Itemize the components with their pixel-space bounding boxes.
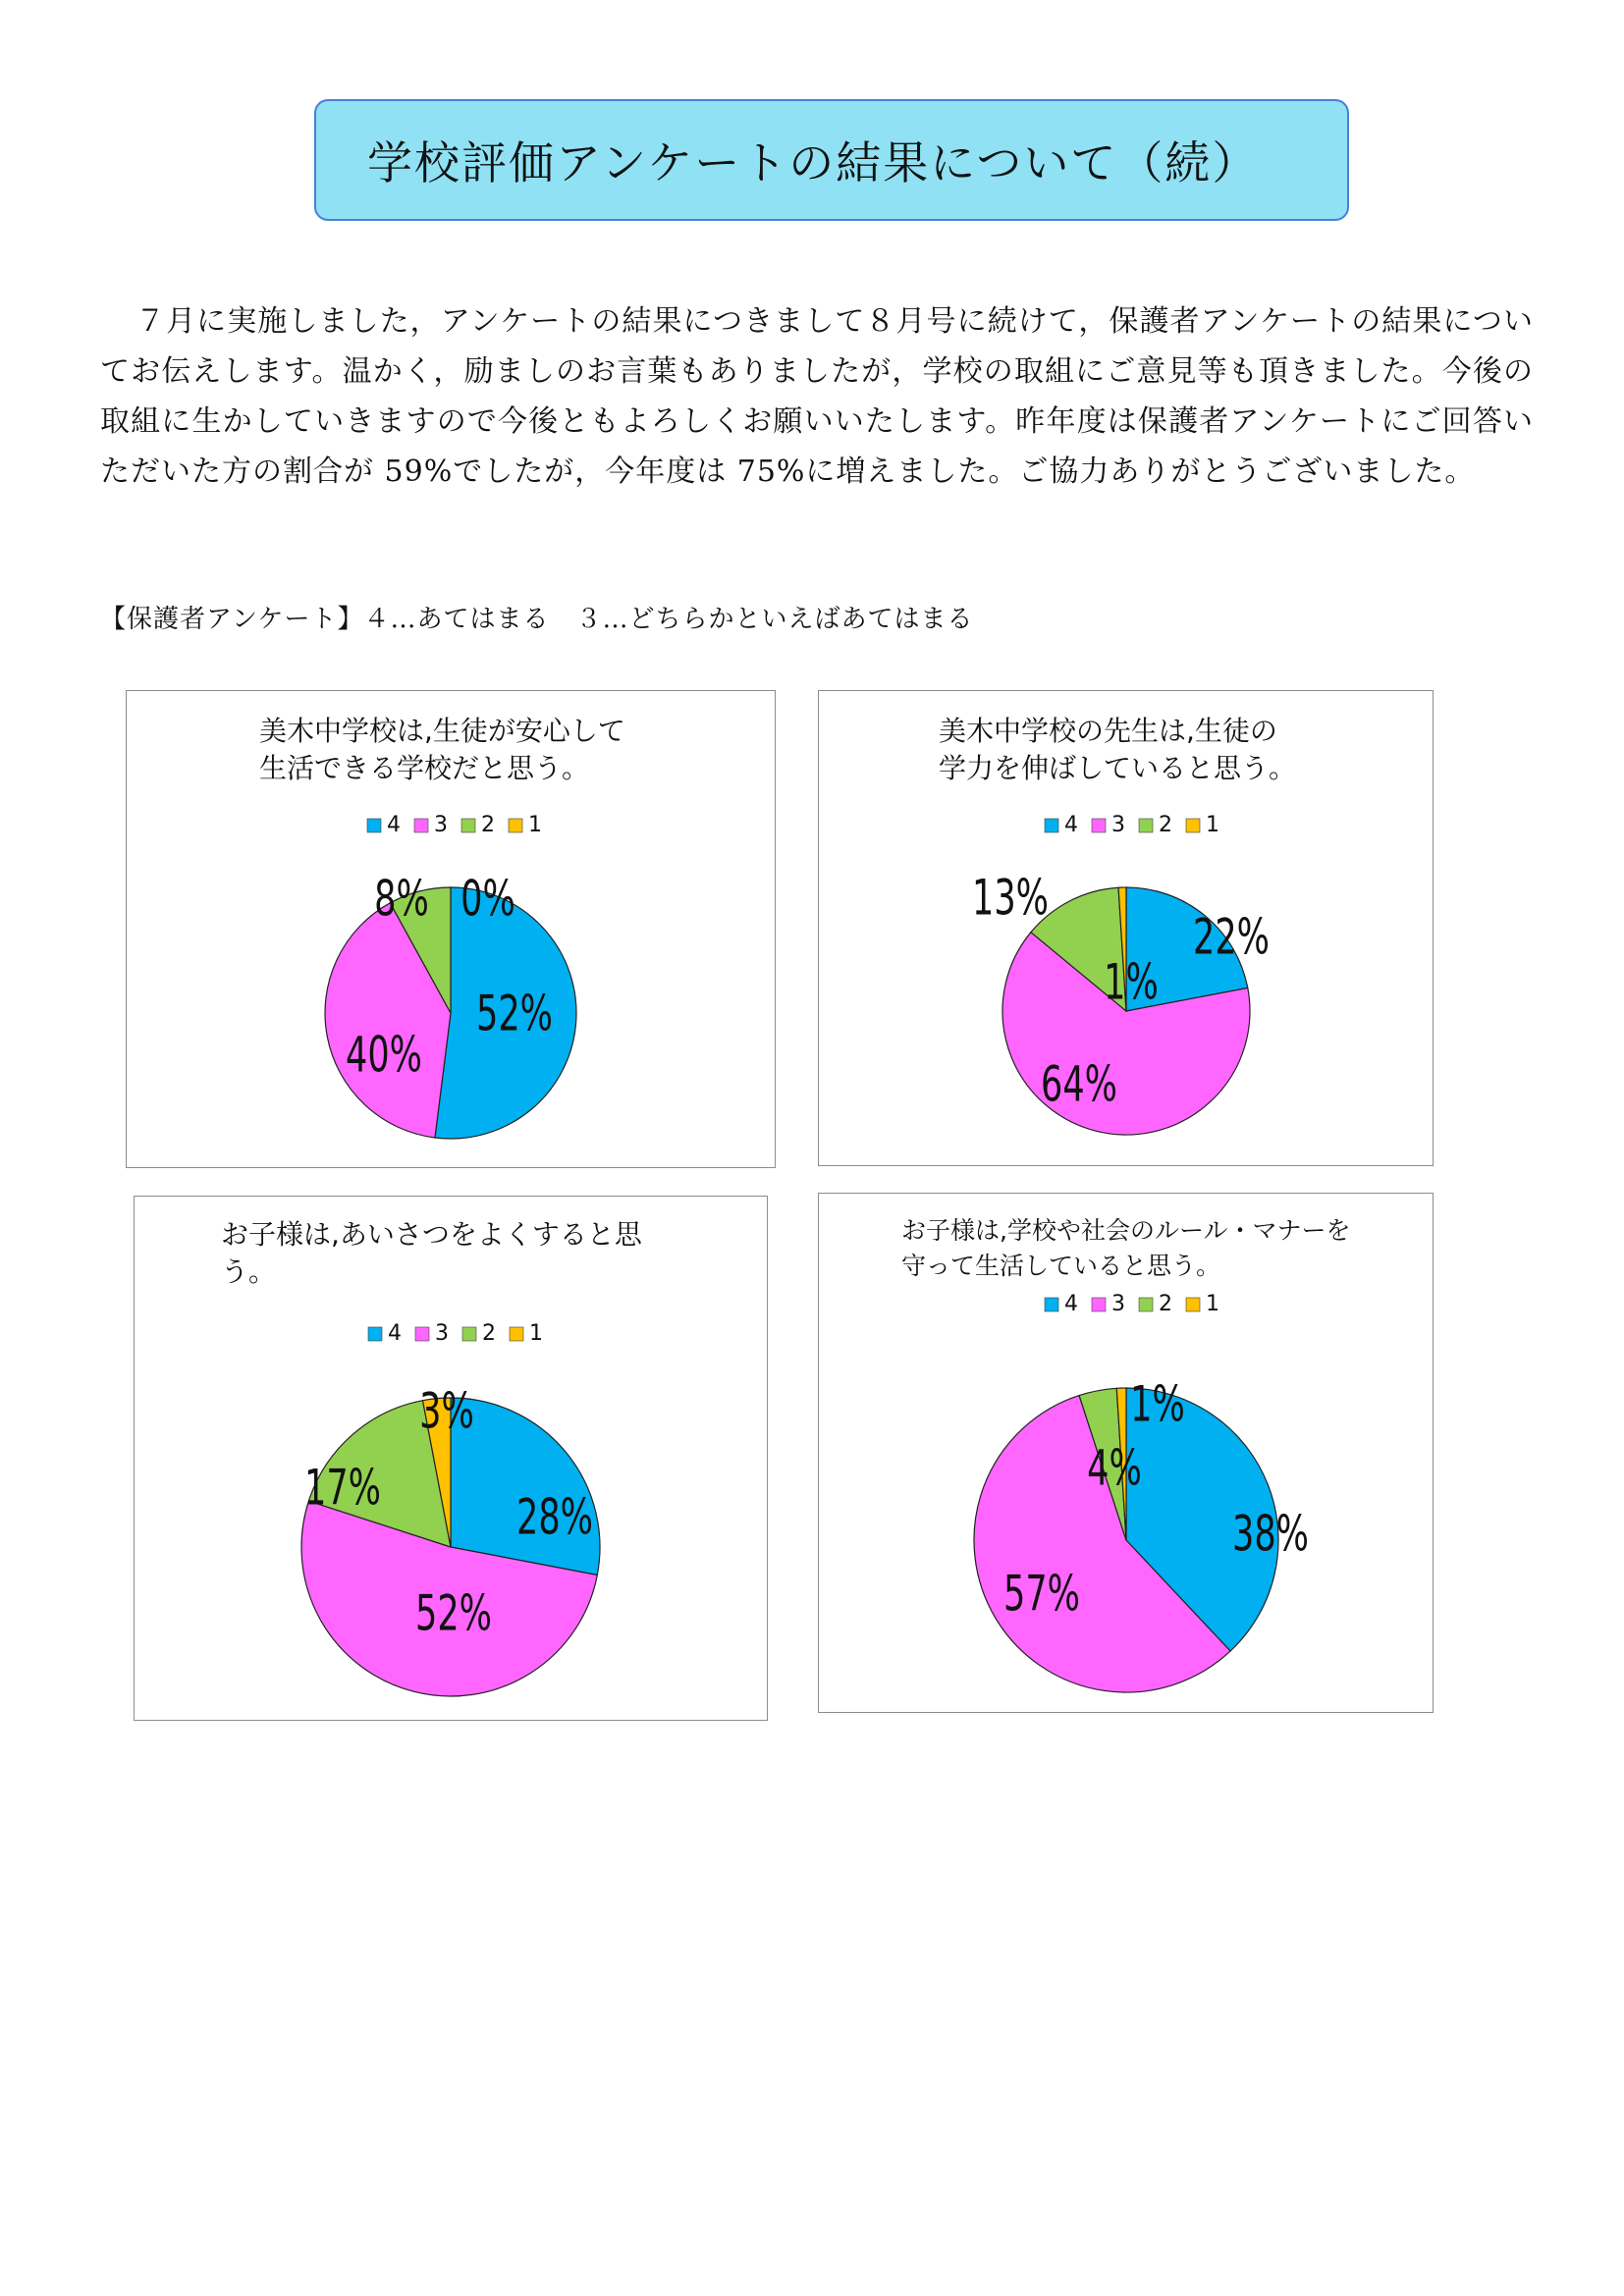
chart-rules-manners <box>818 1193 1434 1713</box>
legend-swatch-2 <box>1139 1298 1153 1311</box>
legend-label-1: 1 <box>1206 1292 1219 1316</box>
legend-swatch-2 <box>461 819 475 832</box>
legend-label-3: 3 <box>435 1321 449 1346</box>
data-label-4: 38% <box>1232 1504 1309 1563</box>
chart-title: 美木中学校は,生徒が安心して 生活できる学校だと思う。 <box>259 715 625 784</box>
legend-swatch-3 <box>415 1327 429 1341</box>
legend-label-1: 1 <box>529 1321 543 1346</box>
chart-greetings <box>134 1196 768 1721</box>
data-label-3: 40% <box>346 1025 422 1084</box>
legend-swatch-3 <box>1092 819 1106 832</box>
legend-swatch-4 <box>1045 1298 1058 1311</box>
legend-label-3: 3 <box>434 813 448 837</box>
legend-label-4: 4 <box>388 1321 402 1346</box>
title-banner <box>314 99 1349 221</box>
legend-label-4: 4 <box>1064 813 1078 837</box>
data-label-3: 52% <box>415 1583 492 1642</box>
chart-safe-school <box>126 690 776 1168</box>
legend-label-3: 3 <box>1111 1292 1125 1316</box>
page-title: 学校評価アンケートの結果について（続） <box>367 136 1260 189</box>
data-label-2: 13% <box>972 868 1049 927</box>
legend-swatch-1 <box>1186 1298 1200 1311</box>
data-label-1: 1% <box>1104 952 1159 1011</box>
data-label-1: 1% <box>1130 1374 1185 1433</box>
legend-swatch-1 <box>509 819 522 832</box>
legend-swatch-1 <box>510 1327 523 1341</box>
legend-label-3: 3 <box>1111 813 1125 837</box>
legend-swatch-4 <box>367 819 381 832</box>
legend-swatch-4 <box>1045 819 1058 832</box>
legend-label-2: 2 <box>482 1321 496 1346</box>
data-label-1: 0% <box>460 869 515 928</box>
data-label-3: 64% <box>1041 1054 1117 1113</box>
legend-swatch-2 <box>1139 819 1153 832</box>
data-label-2: 4% <box>1087 1438 1142 1497</box>
survey-legend-note: 【保護者アンケート】４…あてはまる ３…どちらかといえばあてはまる <box>100 605 974 634</box>
data-label-4: 22% <box>1193 907 1270 966</box>
data-label-1: 3% <box>419 1381 474 1440</box>
legend-swatch-4 <box>368 1327 382 1341</box>
legend-swatch-3 <box>1092 1298 1106 1311</box>
legend-label-1: 1 <box>528 813 542 837</box>
intro-paragraph: ７月に実施しました，アンケートの結果につきまして８月号に続けて，保護者アンケートの結果についてお伝えします。温かく，励ましのお言葉もありましたが，学校の取組にご意見等も頂きました。今後の取組に生かしていきますので今後ともよろしくお願いいたします。昨年度は保護者アンケートにご回答いただいた方の割合が 59%でしたが，今年度は 75%に増えました。ご協力ありがとうございました。 <box>100 304 1534 489</box>
legend-label-2: 2 <box>1159 1292 1172 1316</box>
legend-label-2: 2 <box>481 813 495 837</box>
legend-label-4: 4 <box>1064 1292 1078 1316</box>
data-label-2: 17% <box>304 1458 381 1517</box>
data-label-4: 52% <box>476 984 553 1042</box>
data-label-3: 57% <box>1003 1564 1080 1623</box>
chart-title: お子様は,学校や社会のルール・マナーを 守って生活していると思う。 <box>901 1216 1351 1280</box>
data-label-4: 28% <box>516 1487 593 1546</box>
legend-swatch-1 <box>1186 819 1200 832</box>
chart-academic-growth <box>818 690 1434 1166</box>
legend-label-4: 4 <box>387 813 401 837</box>
data-label-2: 8% <box>374 869 429 928</box>
chart-title: お子様は,あいさつをよくすると思 う。 <box>221 1218 642 1288</box>
legend-label-2: 2 <box>1159 813 1172 837</box>
legend-swatch-2 <box>462 1327 476 1341</box>
chart-title: 美木中学校の先生は,生徒の 学力を伸ばしていると思う。 <box>939 715 1297 784</box>
legend-swatch-3 <box>414 819 428 832</box>
legend-label-1: 1 <box>1206 813 1219 837</box>
